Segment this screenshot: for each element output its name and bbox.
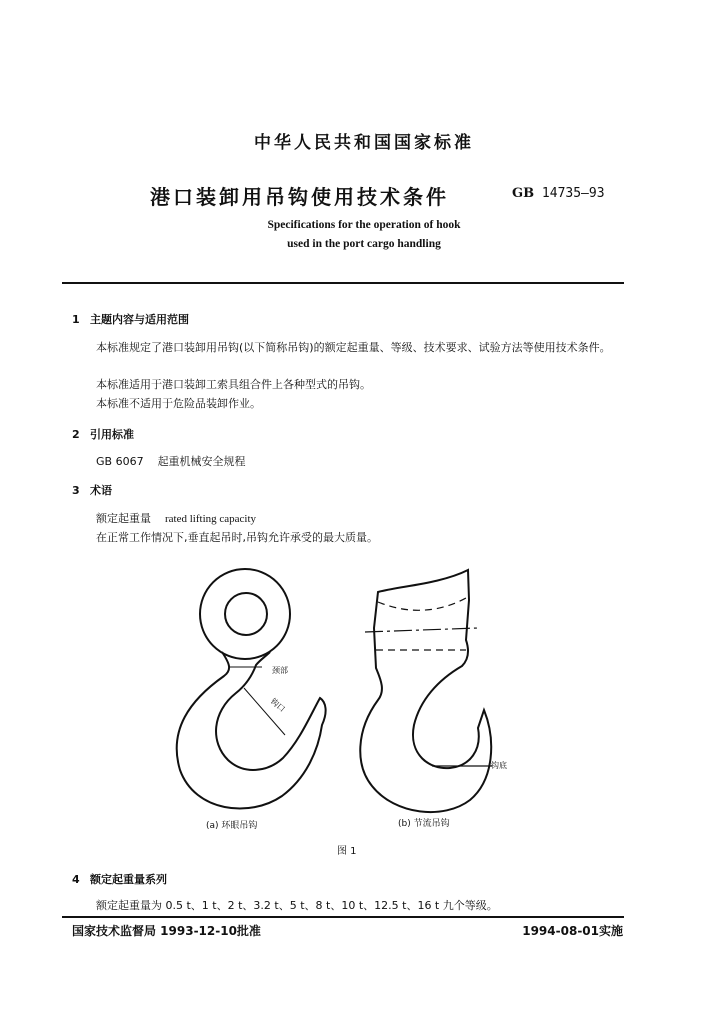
section-2-title: 引用标准 xyxy=(90,428,134,441)
section-2-number: 2 xyxy=(72,428,80,441)
shank-hook-section-lines xyxy=(365,598,492,766)
section-1-number: 1 xyxy=(72,313,80,326)
section-4-number: 4 xyxy=(72,873,80,886)
english-title-line2: used in the port cargo handling xyxy=(287,238,441,250)
caption-eye-hook: (a) 环眼吊钩 xyxy=(206,821,258,831)
header-rule xyxy=(62,282,624,284)
normative-reference xyxy=(96,452,246,471)
reference-title: 起重机械安全规程 xyxy=(157,455,246,468)
section-2-heading xyxy=(72,426,134,442)
english-title-line1: Specifications for the operation of hook xyxy=(267,219,461,231)
section-1-title: 主题内容与适用范围 xyxy=(90,313,189,326)
section-1-paragraph-3: 本标准不适用于危险品装卸作业。 xyxy=(96,397,261,410)
document-title: 港口装卸用吊钩使用技术条件 xyxy=(150,185,449,209)
term-cn: 额定起重量 xyxy=(96,512,151,525)
caption-shank-hook: (b) 节流吊钩 xyxy=(398,819,450,829)
throat-label: 钩底 xyxy=(491,761,507,770)
standard-code xyxy=(512,186,605,201)
standard-code-number: 14735—93 xyxy=(541,186,605,201)
section-3-title: 术语 xyxy=(90,484,112,497)
standard-code-prefix: GB xyxy=(512,186,535,201)
section-1-paragraph-2: 本标准适用于港口装卸工索具组合件上各种型式的吊钩。 xyxy=(96,378,371,391)
hook-figure xyxy=(160,560,530,820)
section-4-title: 额定起重量系列 xyxy=(90,873,167,886)
section-1-paragraph-1: 本标准规定了港口装卸用吊钩(以下简称吊钩)的额定起重量、等级、技术要求、试验方法等使用技术条件。 xyxy=(96,341,611,354)
rated-capacity-series: 额定起重量为 0.5 t、1 t、2 t、3.2 t、5 t、8 t、10 t、12.5 t、16 t 九个等级。 xyxy=(96,899,498,912)
implementation-date: 1994-08-01实施 xyxy=(522,924,623,938)
section-3-heading xyxy=(72,482,112,498)
shank-hook-drawing xyxy=(360,570,491,812)
term-entry xyxy=(96,509,256,529)
eye-hook-drawing xyxy=(177,569,326,809)
section-3-number: 3 xyxy=(72,484,80,497)
figure-number: 图 1 xyxy=(337,846,357,857)
reference-code: GB 6067 xyxy=(96,455,144,468)
section-1-heading xyxy=(72,311,189,327)
footer-rule xyxy=(62,916,624,918)
term-definition: 在正常工作情况下,垂直起吊时,吊钩允许承受的最大质量。 xyxy=(96,531,378,544)
opening-label: 钩口 xyxy=(268,696,287,714)
national-standard-heading: 中华人民共和国国家标准 xyxy=(254,133,474,153)
term-en: rated lifting capacity xyxy=(165,513,257,525)
approval-line: 国家技术监督局 1993-12-10批准 xyxy=(72,924,261,938)
section-4-heading xyxy=(72,871,167,887)
neck-label: 颈部 xyxy=(272,666,288,675)
